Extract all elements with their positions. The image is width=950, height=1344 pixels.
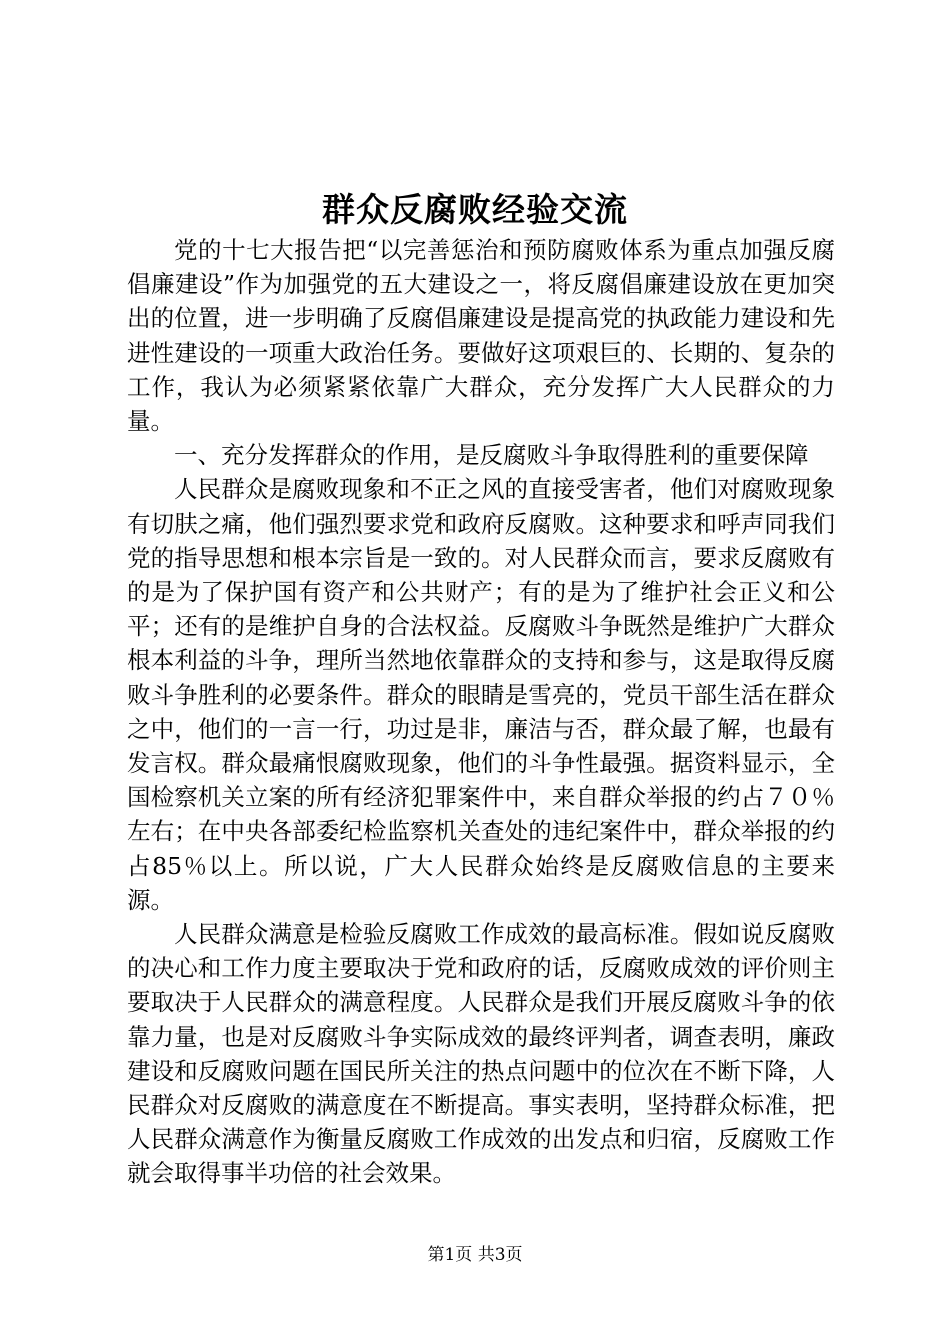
- paragraph-intro: 党的十七大报告把“以完善惩治和预防腐败体系为重点加强反腐倡廉建设”作为加强党的五大建设之一，将反腐倡廉建设放在更加突出的位置，进一步明确了反腐倡廉建设是提高党的执政能力建设和先进性建设的一项重大政治任务。要做好这项艰巨的、长期的、复杂的工作，我认为必须紧紧依靠广大群众，充分发挥广大人民群众的力量。: [127, 236, 835, 436]
- section-heading-1: 一、充分发挥群众的作用，是反腐败斗争取得胜利的重要保障: [174, 441, 809, 470]
- paragraph-victims: 人民群众是腐败现象和不正之风的直接受害者，他们对腐败现象有切肤之痛，他们强烈要求党和政府反腐败。这种要求和呼声同我们党的指导思想和根本宗旨是一致的。对人民群众而言，要求反腐败有的是为了保护国有资产和公共财产；有的是为了维护社会正义和公平；还有的是维护自身的合法权益。反腐败斗争既然是维护广大群众根本利益的斗争，理所当然地依靠群众的支持和参与，这是取得反腐败斗争胜利的必要条件。群众的眼睛是雪亮的，党员干部生活在群众之中，他们的一言一行，功过是非，廉洁与否，群众最了解，也最有发言权。群众最痛恨腐败现象，他们的斗争性最强。据资料显示，全国检察机关立案的所有经济犯罪案件中，来自群众举报的约占７０％左右；在中央各部委纪检监察机关查处的违纪案件中，群众举报的约占85％以上。所以说，广大人民群众始终是反腐败信息的主要来源。: [127, 475, 835, 914]
- page-number: 第1页 共3页: [427, 1245, 523, 1265]
- paragraph-satisfaction: 人民群众满意是检验反腐败工作成效的最高标准。假如说反腐败的决心和工作力度主要取决于党和政府的话，反腐败成效的评价则主要取决于人民群众的满意程度。人民群众是我们开展反腐败斗争的依靠力量，也是对反腐败斗争实际成效的最终评判者，调查表明，廉政建设和反腐败问题在国民所关注的热点问题中的位次在不断下降，人民群众对反腐败的满意度在不断提高。事实表明，坚持群众标准，把人民群众满意作为衡量反腐败工作成效的出发点和归宿，反腐败工作就会取得事半功倍的社会效果。: [127, 920, 835, 1188]
- document-title: 群众反腐败经验交流: [322, 190, 628, 229]
- document-body: [127, 233, 835, 1191]
